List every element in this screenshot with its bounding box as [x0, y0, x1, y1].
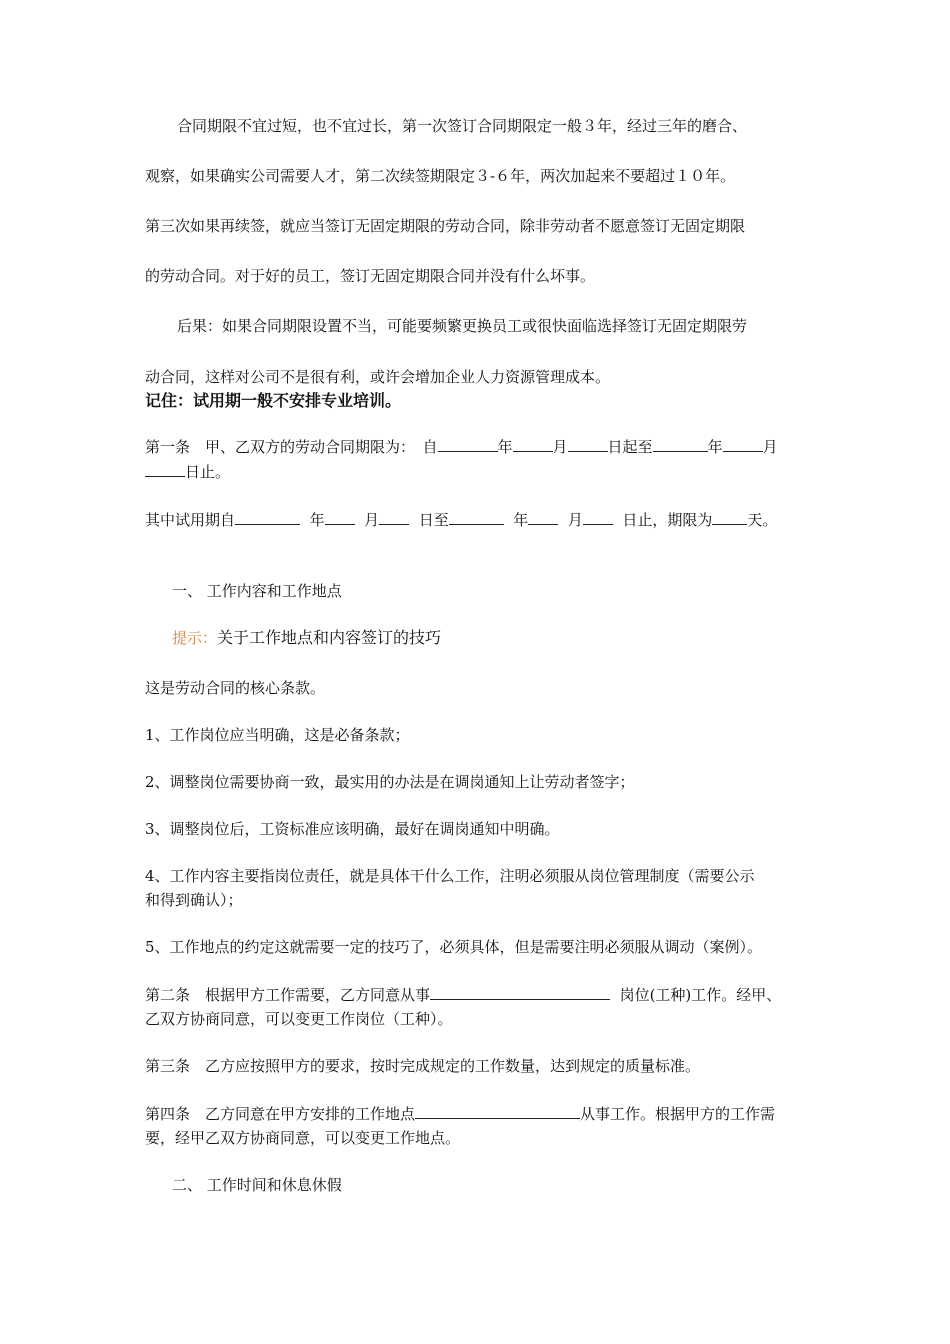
probation-start-month-blank[interactable]: [325, 510, 355, 525]
clause1-start-day-blank[interactable]: [568, 437, 608, 452]
clause1-day-from-label: 日起至: [607, 438, 653, 456]
clause4-suffix: 从事工作。根据甲方的工作需: [580, 1105, 776, 1123]
clause2-line1: [145, 984, 835, 1006]
clause4-prefix: 第四条 乙方同意在甲方安排的工作地点: [145, 1105, 416, 1123]
para2-line2: 动合同，这样对公司不是很有利，或许会增加企业人力资源管理成本。: [145, 368, 611, 386]
clause2-position-blank[interactable]: [430, 985, 610, 1000]
section1-title: 一、 工作内容和工作地点: [172, 582, 342, 600]
probation-start-day-blank[interactable]: [379, 510, 409, 525]
clause1-line1: [145, 436, 835, 458]
item-4-line1: 4、工作内容主要指岗位责任，就是具体干什么工作，注明必须服从岗位管理制度（需要公示: [145, 867, 755, 885]
clause1-year2-label: 年: [707, 438, 723, 456]
probation-month2-label: 月: [567, 511, 583, 529]
para2-line1: 后果：如果合同期限设置不当，可能要频繁更换员工或很快面临选择签订无固定期限劳: [177, 317, 748, 335]
clause2-prefix: 第二条 根据甲方工作需要，乙方同意从事: [145, 986, 431, 1004]
clause1-start-year-blank[interactable]: [438, 437, 498, 452]
probation-days-blank[interactable]: [712, 510, 747, 525]
clause1-month2-label: 月: [762, 438, 778, 456]
clause1-line2: [145, 461, 835, 483]
remember-note: 记住：试用期一般不安排专业培训。: [145, 391, 402, 410]
clause1-day-end-label: 日止。: [185, 463, 231, 481]
probation-end-year-blank[interactable]: [449, 510, 504, 525]
probation-month-label: 月: [364, 511, 380, 529]
probation-line: [145, 509, 835, 531]
item-4-line2: 和得到确认）；: [145, 891, 243, 909]
clause1-year-label: 年: [497, 438, 513, 456]
clause4-line1: [145, 1103, 835, 1125]
probation-year2-label: 年: [513, 511, 529, 529]
clause3: 第三条 乙方应按照甲方的要求，按时完成规定的工作数量，达到规定的质量标准。: [145, 1057, 701, 1075]
clause4-line2: 要，经甲乙双方协商同意，可以变更工作地点。: [145, 1129, 461, 1147]
para1-line4: 的劳动合同。对于好的员工，签订无固定期限合同并没有什么坏事。: [145, 267, 596, 285]
para1-line1: 合同期限不宜过短，也不宜过长，第一次签订合同期限定一般３年，经过三年的磨合、: [177, 117, 748, 135]
probation-start-year-blank[interactable]: [235, 510, 300, 525]
probation-year-label: 年: [309, 511, 325, 529]
tip-line: [172, 627, 862, 649]
para1-line2: 观察，如果确实公司需要人才，第二次续签期限定３-６年，两次加起来不要超过１０年。: [145, 167, 736, 185]
core-clause: 这是劳动合同的核心条款。: [145, 679, 326, 697]
clause1-end-month-blank[interactable]: [723, 437, 763, 452]
item-2: 2、调整岗位需要协商一致，最实用的办法是在调岗通知上让劳动者签字；: [145, 773, 635, 791]
probation-day-end-label: 日止，期限为: [622, 511, 713, 529]
item-1: 1、工作岗位应当明确，这是必备条款；: [145, 726, 410, 744]
probation-end-month-blank[interactable]: [528, 510, 558, 525]
item-3: 3、调整岗位后，工资标准应该明确，最好在调岗通知中明确。: [145, 820, 560, 838]
probation-end-day-blank[interactable]: [583, 510, 613, 525]
clause4-location-blank[interactable]: [415, 1104, 580, 1119]
item-5: 5、工作地点的约定这就需要一定的技巧了，必须具体，但是需要注明必须服从调动（案例）。: [145, 938, 763, 956]
clause1-month-label: 月: [552, 438, 568, 456]
tip-text: 关于工作地点和内容签订的技巧: [217, 628, 442, 647]
clause2-line2: 乙双方协商同意，可以变更工作岗位（工种）。: [145, 1010, 453, 1028]
clause1-end-day-blank[interactable]: [145, 462, 185, 477]
section2-title: 二、 工作时间和休息休假: [172, 1176, 342, 1194]
clause1-start-month-blank[interactable]: [513, 437, 553, 452]
probation-days-label: 天。: [747, 511, 778, 529]
probation-prefix: 其中试用期自: [145, 511, 236, 529]
probation-day-to-label: 日至: [418, 511, 449, 529]
clause1-end-year-blank[interactable]: [653, 437, 708, 452]
clause2-suffix: 岗位(工种)工作。经甲、: [619, 986, 782, 1004]
para1-line3: 第三次如果再续签，就应当签订无固定期限的劳动合同，除非劳动者不愿意签订无固定期限: [145, 217, 746, 235]
clause1-prefix: 第一条 甲、乙双方的劳动合同期限为： 自: [145, 438, 438, 456]
tip-label: 提示：: [172, 629, 218, 647]
